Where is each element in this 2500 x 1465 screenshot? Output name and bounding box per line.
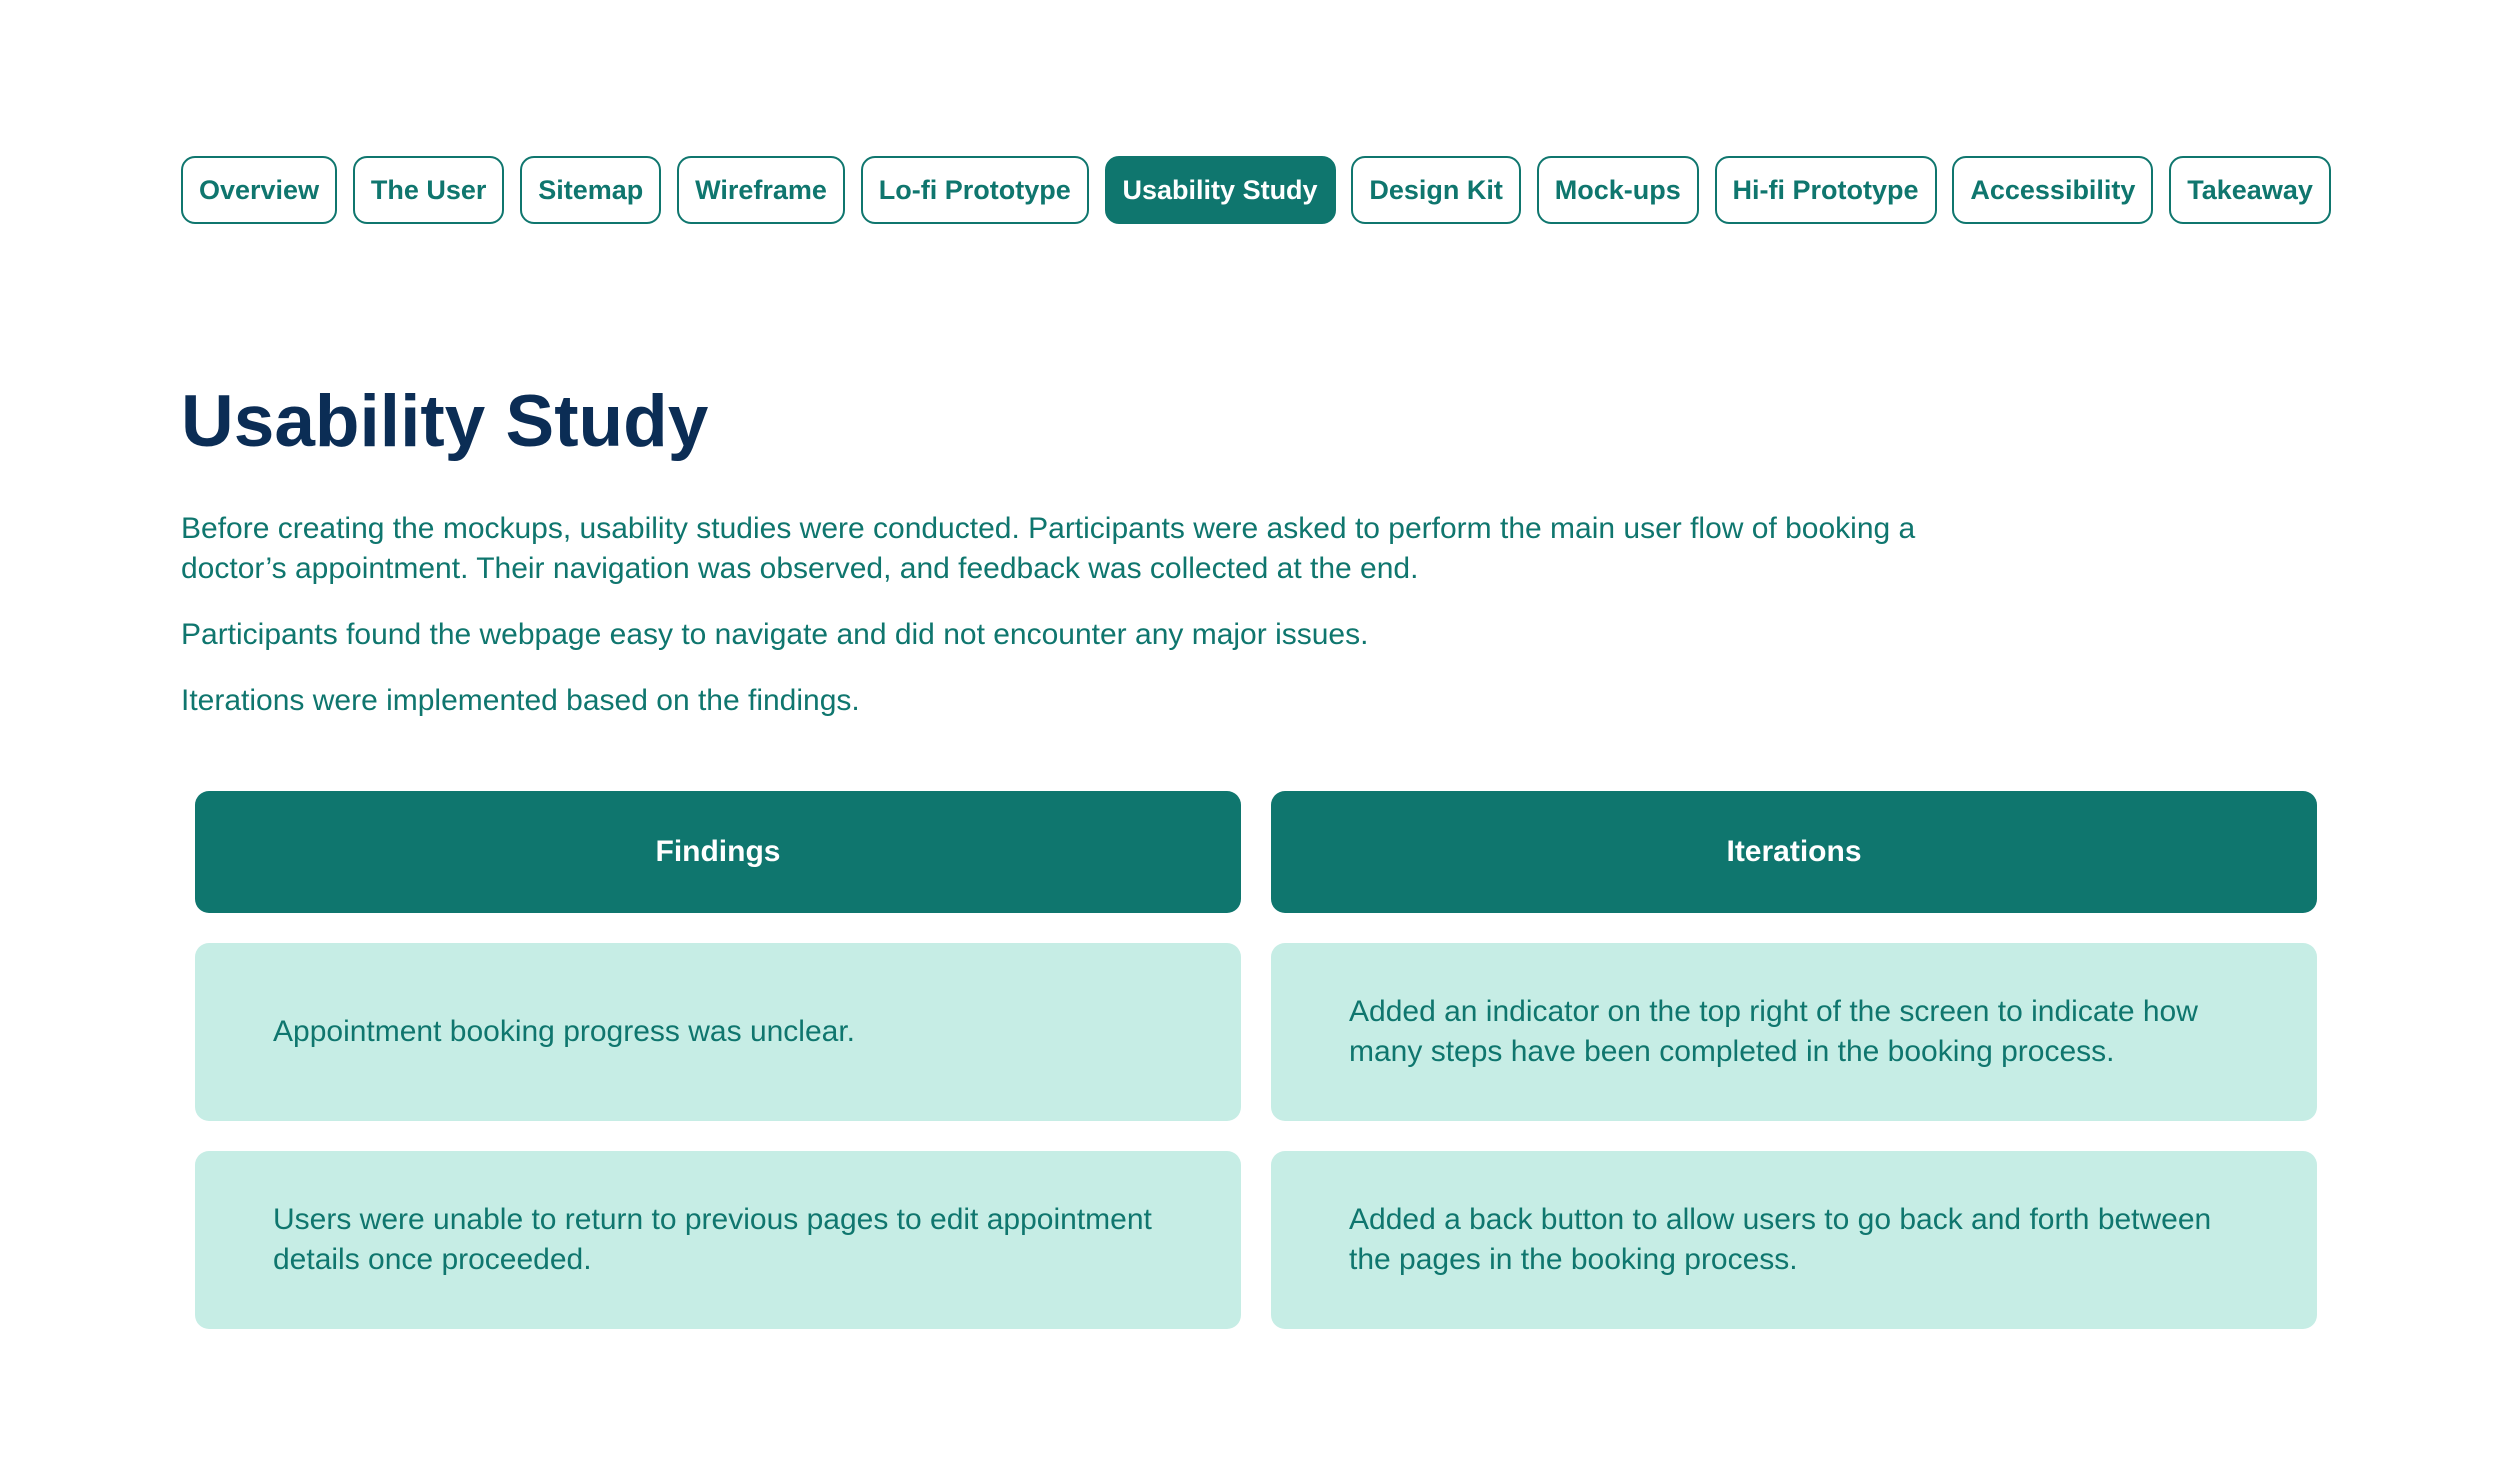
tab-mock-ups[interactable]: Mock-ups bbox=[1537, 156, 1699, 224]
iteration-cell bbox=[1271, 943, 2317, 1121]
tab-overview[interactable]: Overview bbox=[181, 156, 337, 224]
tab-usability-study[interactable]: Usability Study bbox=[1105, 156, 1336, 224]
iteration-text: Added a back button to allow users to go back and forth between the pages in the booking process. bbox=[1349, 1203, 2212, 1276]
summary-paragraph: Participants found the webpage easy to navigate and did not encounter any major issues. bbox=[181, 618, 1369, 651]
findings-header: Findings bbox=[195, 791, 1241, 913]
findings-iterations-table bbox=[195, 791, 2317, 1329]
tab-design-kit[interactable]: Design Kit bbox=[1351, 156, 1521, 224]
iterations-paragraph: Iterations were implemented based on the findings. bbox=[181, 684, 860, 717]
tab-the-user[interactable]: The User bbox=[353, 156, 505, 224]
finding-text: Users were unable to return to previous pages to edit appointment details once proceeded. bbox=[273, 1203, 1152, 1276]
finding-cell bbox=[195, 1151, 1241, 1329]
iteration-cell bbox=[1271, 1151, 2317, 1329]
page-title: Usability Study bbox=[181, 381, 709, 462]
tab-lofi-prototype[interactable]: Lo-fi Prototype bbox=[861, 156, 1089, 224]
tab-takeaway[interactable]: Takeaway bbox=[2169, 156, 2331, 224]
intro-paragraph: Before creating the mockups, usability studies were conducted. Participants were asked to perform the main user flow of booking a doctor’s appointment. Their navigation was observed, and feedback was collected at the end. bbox=[181, 512, 1916, 585]
section-nav bbox=[181, 156, 2331, 224]
iteration-text: Added an indicator on the top right of the screen to indicate how many steps have been completed in the booking process. bbox=[1349, 995, 2198, 1068]
finding-cell bbox=[195, 943, 1241, 1121]
iterations-header: Iterations bbox=[1271, 791, 2317, 913]
finding-text: Appointment booking progress was unclear. bbox=[273, 1015, 856, 1048]
tab-wireframe[interactable]: Wireframe bbox=[677, 156, 845, 224]
tab-sitemap[interactable]: Sitemap bbox=[520, 156, 661, 224]
tab-hifi-prototype[interactable]: Hi-fi Prototype bbox=[1715, 156, 1937, 224]
tab-accessibility[interactable]: Accessibility bbox=[1952, 156, 2153, 224]
